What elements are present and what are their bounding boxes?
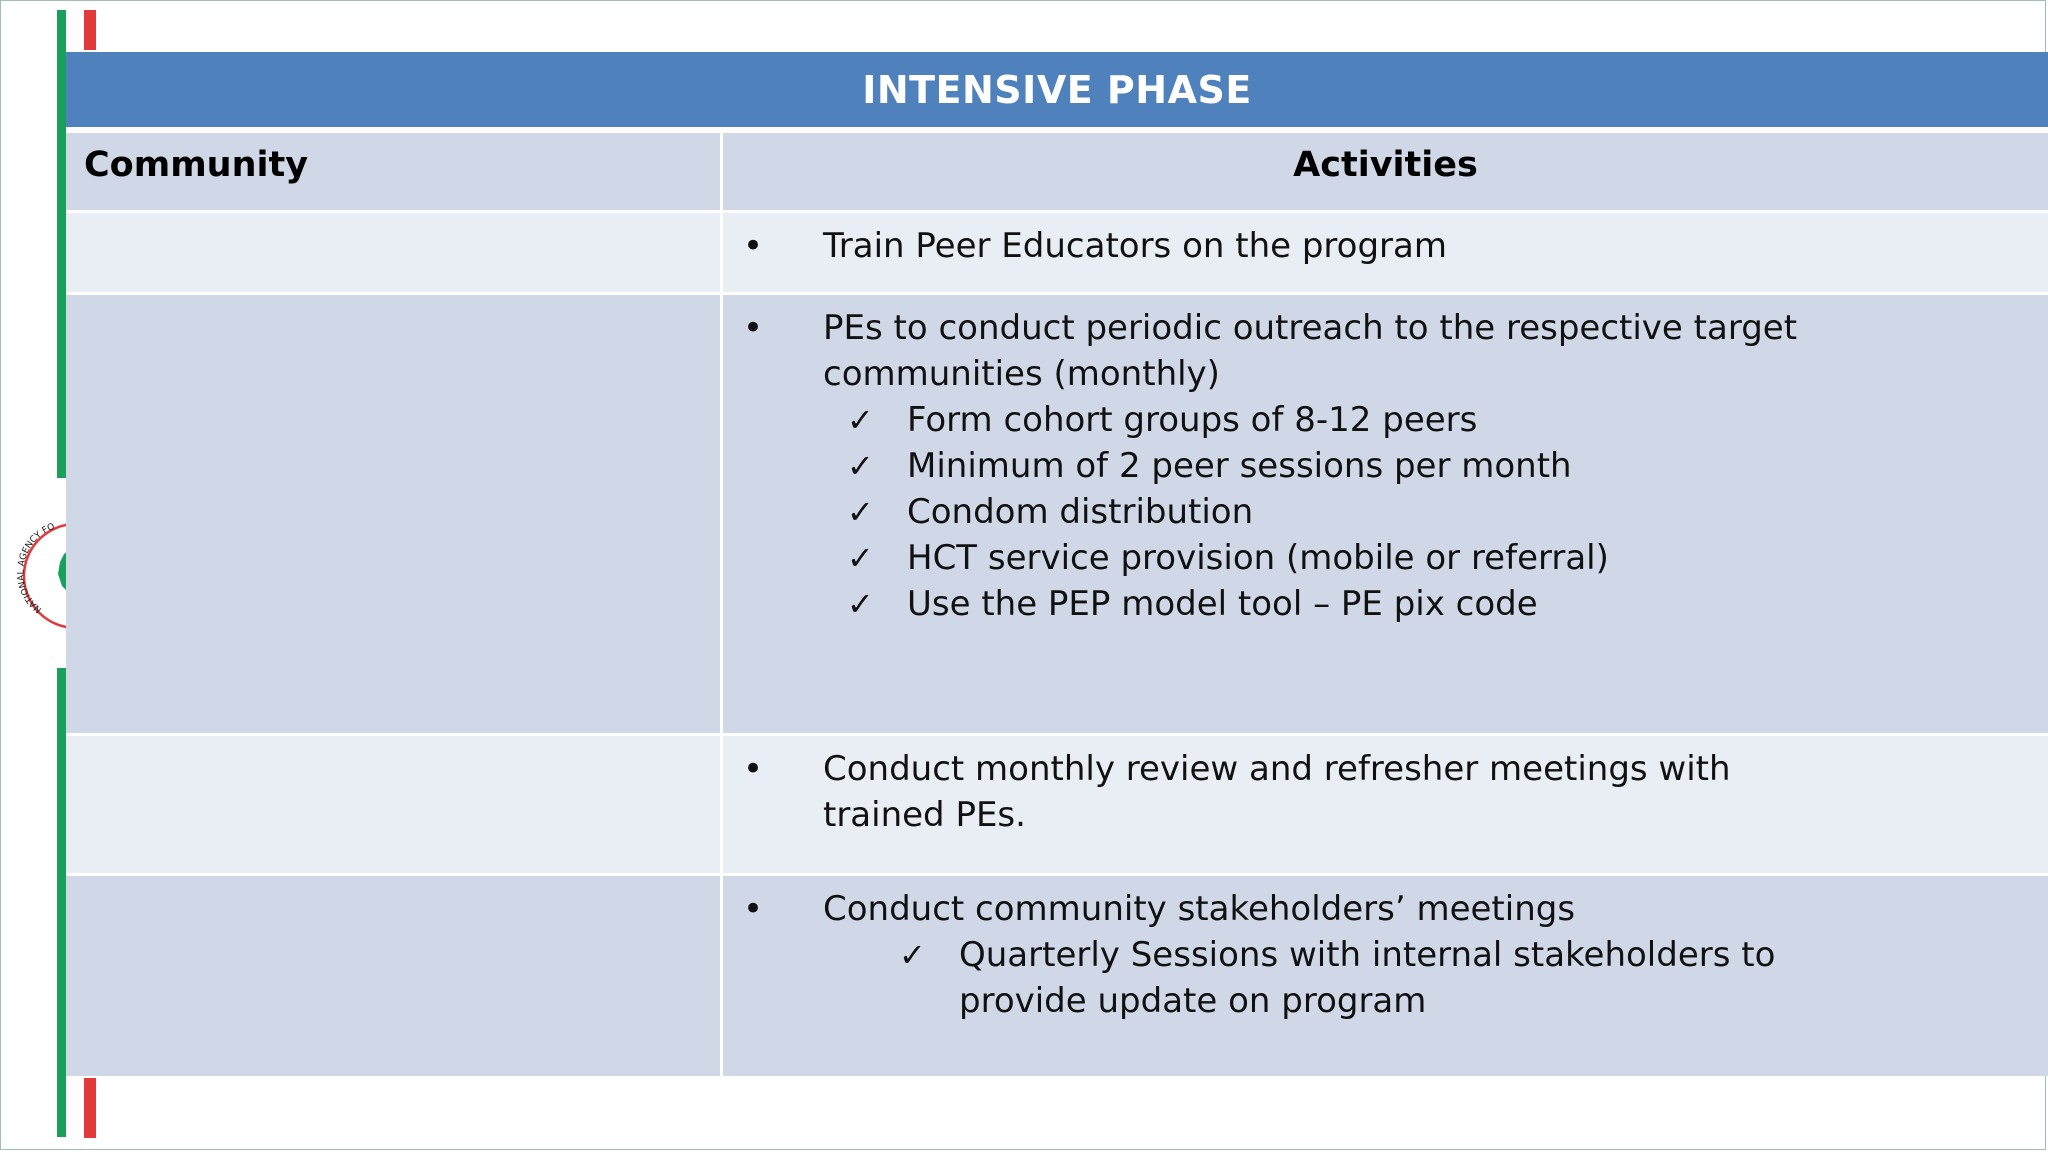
check-icon: ✓	[847, 447, 874, 485]
bullet-icon: •	[743, 226, 764, 266]
red-stripe-bottom	[84, 1078, 96, 1138]
community-cell	[66, 213, 723, 292]
table-title: INTENSIVE PHASE	[66, 52, 2048, 133]
bullet-text: Train Peer Educators on the program	[823, 226, 1447, 266]
table-row	[66, 736, 2048, 876]
community-header: Community	[66, 133, 723, 210]
activities-cell	[723, 295, 2048, 733]
check-icon: ✓	[847, 585, 874, 623]
bullet-text: Conduct community stakeholders’ meetings	[823, 889, 1576, 929]
check-text: Use the PEP model tool – PE pix code	[907, 584, 1538, 624]
bullet-text-line2: trained PEs.	[823, 795, 1026, 835]
activities-cell	[723, 736, 2048, 873]
logo-text: NATIONAL AGENCY FO	[16, 521, 57, 615]
green-stripe-top	[57, 10, 66, 478]
red-stripe-top	[84, 10, 96, 50]
check-icon: ✓	[847, 539, 874, 577]
check-text: HCT service provision (mobile or referral)	[907, 538, 1609, 578]
check-icon: ✓	[847, 401, 874, 439]
check-text: Condom distribution	[907, 492, 1254, 532]
check-icon: ✓	[847, 493, 874, 531]
intensive-phase-table	[66, 52, 2048, 1076]
bullet-icon: •	[743, 308, 764, 348]
green-stripe-bottom	[57, 668, 66, 1137]
check-text-line1: Quarterly Sessions with internal stakeholders to	[959, 935, 1776, 975]
check-text: Minimum of 2 peer sessions per month	[907, 446, 1572, 486]
bullet-text-line1: PEs to conduct periodic outreach to the respective target	[823, 308, 1798, 348]
table-row	[66, 213, 2048, 295]
check-text-line2: provide update on program	[959, 981, 1427, 1021]
community-cell	[66, 876, 723, 1076]
bullet-text-line2: communities (monthly)	[823, 354, 1220, 394]
activities-header: Activities	[1293, 145, 1478, 185]
bullet-text-line1: Conduct monthly review and refresher meetings with	[823, 749, 1731, 789]
community-cell	[66, 295, 723, 733]
activities-cell	[723, 876, 2048, 1076]
table-row	[66, 876, 2048, 1076]
table-header-row	[66, 133, 2048, 213]
check-text: Form cohort groups of 8-12 peers	[907, 400, 1478, 440]
activities-cell	[723, 213, 2048, 292]
table-row	[66, 295, 2048, 736]
community-cell	[66, 736, 723, 873]
check-icon: ✓	[899, 936, 926, 974]
bullet-icon: •	[743, 889, 764, 929]
bullet-icon: •	[743, 749, 764, 789]
